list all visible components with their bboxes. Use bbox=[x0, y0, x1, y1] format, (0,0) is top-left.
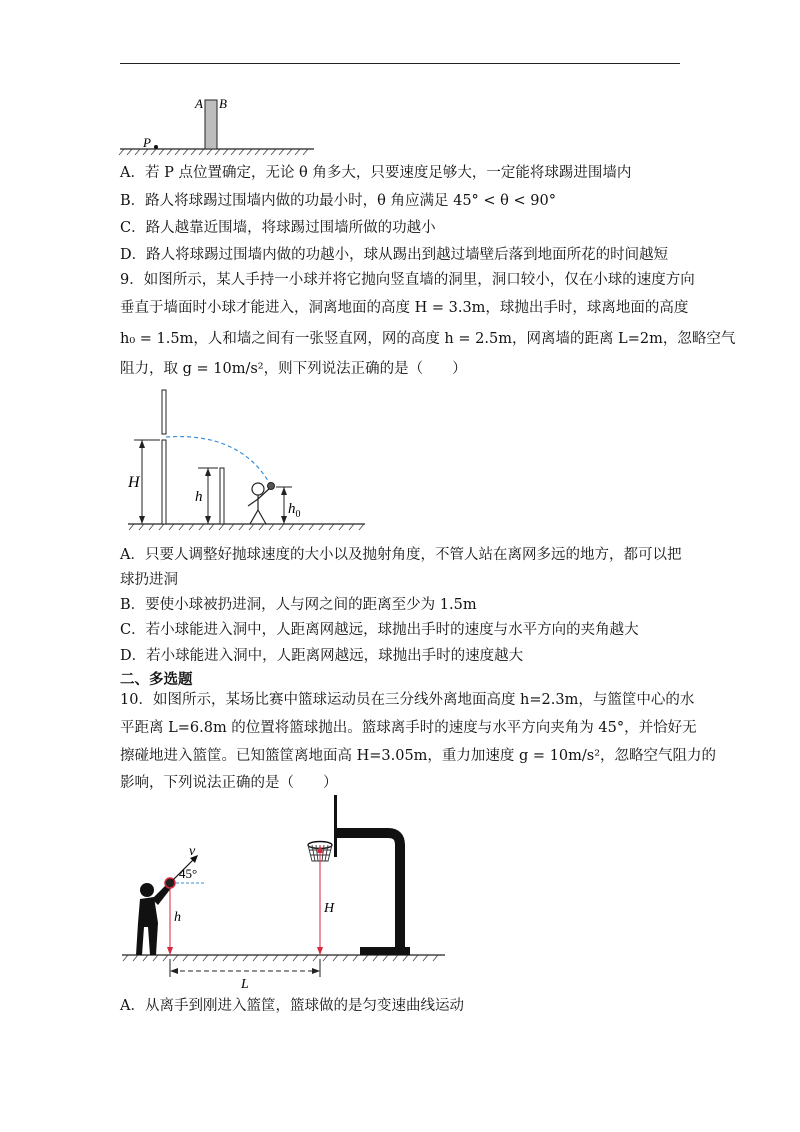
hoop-stand bbox=[334, 795, 410, 955]
section-title-multi-choice: 二、多选题 bbox=[120, 671, 193, 688]
label-b: B bbox=[219, 96, 227, 111]
figure-basketball bbox=[120, 795, 450, 990]
label-a: A bbox=[195, 96, 203, 111]
q8-option-a: A．若 P 点位置确定，无论 θ 角多大，只要速度足够大，一定能将球踢进围墙内 bbox=[120, 165, 632, 181]
label-h: h bbox=[174, 910, 181, 925]
figure-hole-throw bbox=[120, 388, 370, 533]
q9-option-d: D．若小球能进入洞中，人距离网越远，球抛出手时的速度越大 bbox=[120, 648, 524, 664]
header-rule bbox=[120, 63, 680, 64]
q10-stem-line-3: 擦碰地进入篮筐。已知篮筐离地面高 H=3.05m，重力加速度 g = 10m/s²，忽略空气阻力的 bbox=[120, 748, 717, 764]
label-H: H bbox=[128, 474, 140, 491]
q10-stem-line-1: 10．如图所示，某场比赛中篮球运动员在三分线外离地面高度 h=2.3m，与篮筐中心的水 bbox=[120, 692, 695, 708]
q8-option-d: D．路人将球踢过围墙内做的功越小，球从踢出到越过墙壁后落到地面所花的时间越短 bbox=[120, 247, 669, 263]
q9-option-c: C．若小球能进入洞中，人距离网越远，球抛出手时的速度与水平方向的夹角越大 bbox=[120, 622, 639, 638]
q8-option-b: B．路人将球踢过围墙内做的功最小时，θ 角应满足 45° < θ < 90° bbox=[120, 193, 556, 209]
q9-stem-line-1: 9．如图所示，某人手持一小球并将它抛向竖直墙的洞里，洞口较小，仅在小球的速度方向 bbox=[120, 272, 695, 288]
label-angle: 45° bbox=[179, 866, 198, 881]
q10-stem-line-4: 影响，下列说法正确的是（ ） bbox=[120, 775, 338, 791]
q10-option-a: A．从离手到刚进入篮筐，篮球做的是匀变速曲线运动 bbox=[120, 998, 464, 1014]
q9-option-b: B．要使小球被扔进洞，人与网之间的距离至少为 1.5m bbox=[120, 597, 477, 613]
ball-trajectory bbox=[166, 437, 270, 484]
q8-option-c: C．路人越靠近围墙，将球踢过围墙所做的功越小 bbox=[120, 220, 436, 236]
q9-stem-line-3: h₀ = 1.5m，人和墙之间有一张竖直网，网的高度 h = 2.5m，网离墙的距离 L=2m，忽略空气 bbox=[120, 331, 736, 347]
figure-wall-kick bbox=[118, 92, 318, 162]
label-v: v bbox=[189, 844, 196, 859]
q9-stem-line-2: 垂直于墙面时小球才能进入，洞离地面的高度 H = 3.3m，球抛出手时，球离地面的高度 bbox=[120, 300, 689, 316]
q10-stem-line-2: 平距离 L=6.8m 的位置将篮球抛出。篮球离手时的速度与水平方向夹角为 45°，并恰好无 bbox=[120, 720, 697, 736]
label-p: P bbox=[143, 135, 151, 150]
label-L: L bbox=[241, 977, 249, 992]
label-h: h bbox=[195, 489, 203, 505]
player-figure bbox=[136, 883, 172, 955]
q9-option-a-line-2: 球扔进洞 bbox=[120, 572, 178, 588]
q9-option-a-line-1: A．只要人调整好抛球速度的大小以及抛射角度，不管人站在离网多远的地方，都可以把 bbox=[120, 547, 682, 563]
person-figure bbox=[248, 483, 270, 524]
wall-upper bbox=[162, 390, 166, 434]
ball bbox=[268, 483, 275, 490]
net bbox=[220, 468, 224, 524]
label-H: H bbox=[324, 901, 335, 916]
point-p bbox=[154, 145, 158, 149]
wall-lower bbox=[162, 440, 166, 524]
wall bbox=[205, 100, 217, 149]
label-h0: $h_0$ bbox=[288, 501, 301, 520]
q9-stem-line-4: 阻力，取 g = 10m/s²，则下列说法正确的是（ ） bbox=[120, 361, 467, 377]
